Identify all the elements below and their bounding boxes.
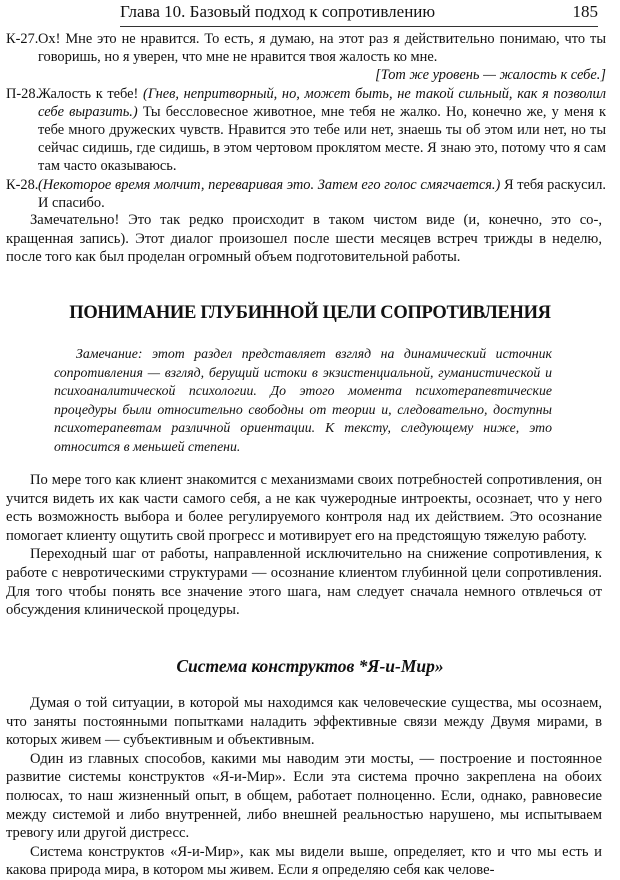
dialog-block [6,30,606,212]
paragraph: Один из главных способов, какими мы наводим эти мосты, — построение и постоянное развитие системы конструктов «Я-и-Мир». Если эта система прочно закреплена на обоих полюсах, то наш жизненный опыт, в общем, работает полноценно. Если, однако, равновесие между системой и либо внутренней, либо внешней реальностью нарушено, мы испытываем тревогу или другой дистресс. [6,750,602,842]
dialog-text: Ох! Мне это не нравится. То есть, я думаю, на этот раз я действительно понимаю, что ты говоришь, но я уверен, что мне не нравится твоя жалость ко мне. [38,31,606,66]
chapter-title: Глава 10. Базовый подход к сопротивлению [120,2,436,21]
paragraph: Думая о той ситуации, в которой мы находимся как человеческие существа, мы осознаем, что заняты постоянными попытками наладить эффективные связи между Двумя мирами, в которых живем — субъективным и объективным. [6,695,602,749]
paragraph: По мере того как клиент знакомится с механизмами своих потребностей сопротивления, он учится видеть их как части самого себя, а не как чужеродные интроекты, осознает, что у него есть возможность выбора и более регулируемого контроля над их действием. Это осознание помогает клиенту ощутить свой прогресс и мотивирует его на предстоящую тяжелую работу. [6,472,602,544]
section-note: Замечание: этот раздел представляет взгляд на динамический источник сопротивления — взгляд, берущий истоки в экзистенциальной, гуманистической и психоаналитической психологии. До этого момента психотерапевтические процедуры были относительно свободны от теории и, следовательно, доступны психотерапевтам различной ориентации. К тексту, следующему ниже, это относится в меньшей степени. [54,346,552,454]
paragraph: Замечательно! Это так редко происходит в таком чистом виде (и, конечно, это со-, кращенная запись). Этот диалог произошел после шести месяцев встреч трижды в неделю, после того как был проделан огромный объем подготовительной работы. [6,212,602,266]
body-text-2 [6,694,602,880]
speaker-label: К-28. [6,176,39,193]
body-text-1 [6,471,602,620]
dialog-turn [6,30,606,85]
dialog-remark: (Гнев, непритворный, но, может быть, не такой сильный, как я позволил себе выразить.) [38,85,606,120]
dialog-text: Ты бессловесное животное, мне тебя не жалко. Но, конечно же, у меня к тебе много дружеских чувств. Нравится это тебе или нет, знаешь ты об этом или нет, но ты сейчас сидишь, где сидишь, в этом чертовом проклятом месте. Я знаю это, потому что я сам там часто оказываюсь. [38,103,606,175]
running-header [120,0,598,27]
speaker-label: П-28. [6,85,40,102]
dialog-text: Жалость к тебе! [38,85,144,102]
section-heading: ПОНИМАНИЕ ГЛУБИННОЙ ЦЕЛИ СОПРОТИВЛЕНИЯ [69,303,551,323]
speaker-label: К-27. [6,31,39,47]
paragraph: Система конструктов «Я-и-Мир», как мы видели выше, определяет, кто и что мы есть и какова природа мира, в котором мы живем. Если я определяю себя как челове- [6,843,602,879]
dialog-level-note: [Тот же уровень — жалость к себе.] [375,67,606,84]
dialog-turn [6,85,606,176]
dialog-remark: (Некоторое время молчит, переваривая это. Затем его голос смягчается.) [38,176,501,193]
dialog-text: Я тебя раскусил. И спасибо. [38,176,606,211]
paragraph: Переходный шаг от работы, направленной исключительно на снижение сопротивления, к работе с невротическими структурами — осознание клиентом глубинной цели сопротивления. Для того чтобы понять все значение этого шага, нам следует сначала немного отвлечься от обсуждения клинической процедуры. [6,546,602,619]
page-number: 185 [572,2,598,21]
dialog-turn [6,176,606,212]
subsection-heading: Система конструктов *Я-и-Мир» [176,656,444,676]
commentary-paragraph [6,211,602,267]
